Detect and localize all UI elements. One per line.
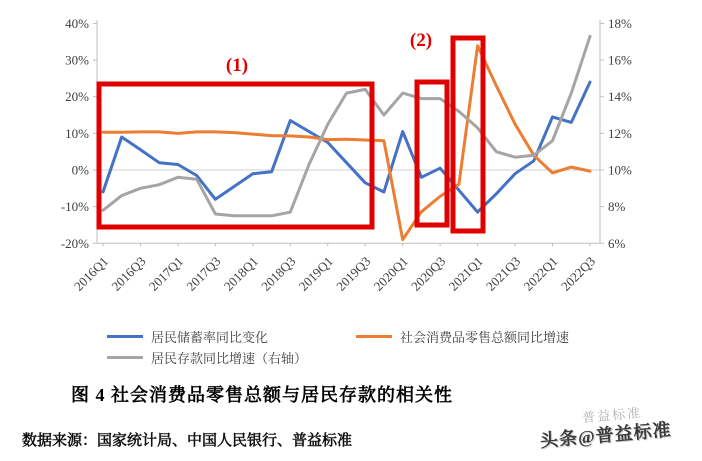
svg-text:40%: 40% xyxy=(65,15,89,31)
svg-text:8%: 8% xyxy=(608,199,626,215)
svg-text:12%: 12% xyxy=(608,125,632,141)
svg-text:2017Q1: 2017Q1 xyxy=(145,253,187,294)
svg-text:-20%: -20% xyxy=(60,235,89,251)
svg-text:2016Q3: 2016Q3 xyxy=(108,253,149,294)
svg-text:2018Q1: 2018Q1 xyxy=(220,253,261,294)
svg-text:14%: 14% xyxy=(608,89,632,105)
watermark-main-text: 头条@普益标准 xyxy=(539,419,673,451)
legend-item-household-deposits xyxy=(107,348,307,367)
svg-text:2021Q1: 2021Q1 xyxy=(445,253,486,294)
legend-label: 居民储蓄率同比变化 xyxy=(151,330,269,345)
svg-text:30%: 30% xyxy=(65,52,89,68)
legend-item-savings-rate xyxy=(107,327,268,346)
data-source-note: 数据来源：国家统计局、中国人民银行、普益标准 xyxy=(22,433,353,449)
svg-text:2022Q1: 2022Q1 xyxy=(520,253,561,294)
svg-text:20%: 20% xyxy=(65,89,89,105)
svg-text:(1): (1) xyxy=(225,55,249,76)
svg-text:6%: 6% xyxy=(608,235,626,251)
svg-text:0%: 0% xyxy=(71,162,89,178)
svg-text:2019Q3: 2019Q3 xyxy=(333,253,374,294)
svg-text:2020Q3: 2020Q3 xyxy=(408,253,449,294)
legend-label: 社会消费品零售总额同比增速 xyxy=(400,330,570,345)
svg-text:2018Q3: 2018Q3 xyxy=(258,253,299,294)
legend-item-retail-sales xyxy=(356,327,569,346)
legend-swatch-gray xyxy=(107,356,143,359)
svg-text:16%: 16% xyxy=(608,52,632,68)
legend-label: 居民存款同比增速（右轴） xyxy=(151,351,308,366)
svg-text:10%: 10% xyxy=(608,162,632,178)
svg-text:(2): (2) xyxy=(409,30,433,51)
legend-swatch-orange xyxy=(356,335,392,338)
svg-text:2021Q3: 2021Q3 xyxy=(482,253,524,294)
svg-text:2020Q1: 2020Q1 xyxy=(370,253,411,294)
svg-text:2016Q1: 2016Q1 xyxy=(70,253,112,294)
svg-text:2017Q3: 2017Q3 xyxy=(183,253,224,294)
svg-text:18%: 18% xyxy=(608,15,632,31)
watermark xyxy=(538,405,702,461)
svg-text:2019Q1: 2019Q1 xyxy=(295,253,336,294)
svg-text:10%: 10% xyxy=(65,125,89,141)
watermark-ghost-text: 普益标准 xyxy=(581,405,643,426)
svg-text:2022Q3: 2022Q3 xyxy=(557,253,599,294)
legend-swatch-blue xyxy=(107,335,143,338)
figure-caption: 图 4 社会消费品零售总额与居民存款的相关性 xyxy=(71,385,453,405)
svg-text:-10%: -10% xyxy=(60,199,89,215)
